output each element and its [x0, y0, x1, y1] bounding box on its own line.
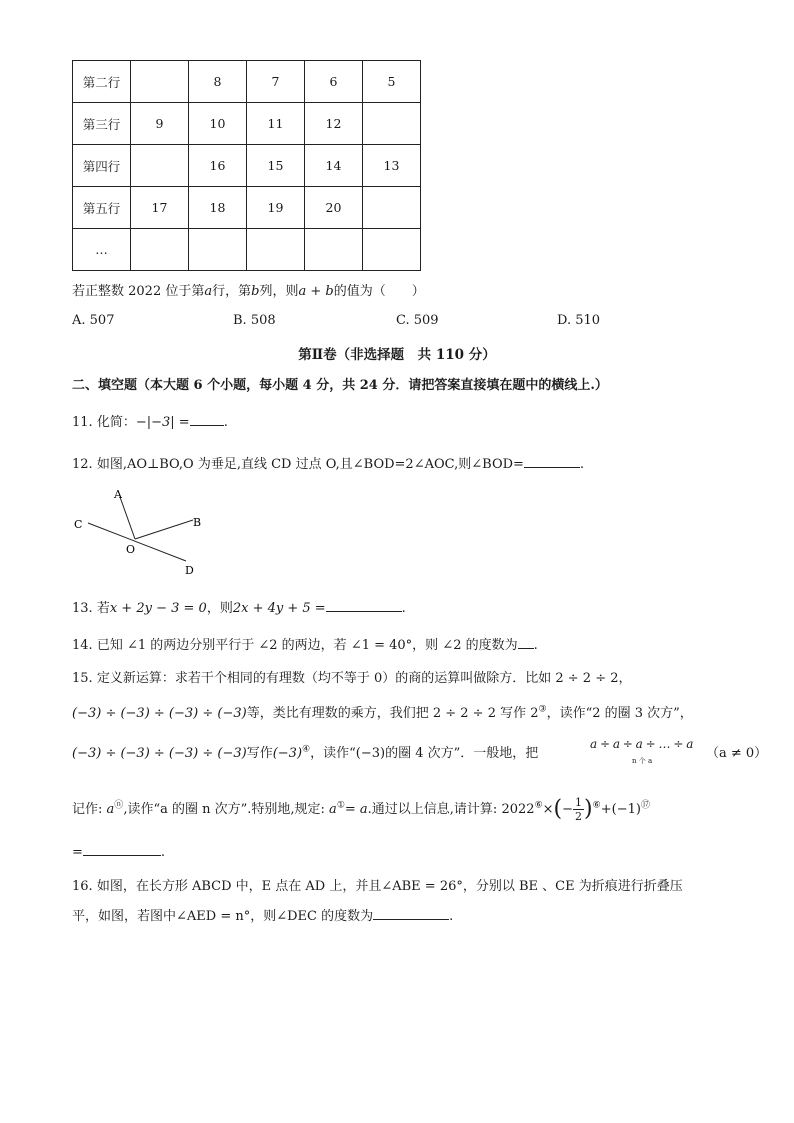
table-cell: 8 — [189, 61, 247, 103]
q10-option-d[interactable]: D. 510 — [557, 313, 601, 328]
table-row — [73, 187, 421, 229]
table-cell: 10 — [189, 103, 247, 145]
row-label: … — [73, 229, 131, 271]
q12-answer-blank[interactable] — [524, 455, 580, 468]
table-cell — [363, 187, 421, 229]
q12: 12. 如图,AO⊥BO,O 为垂足,直线 CD 过点 O,且∠BOD=2∠AOC,则∠BOD= . — [72, 457, 585, 472]
q14-answer-blank[interactable] — [518, 636, 534, 649]
table-cell — [305, 229, 363, 271]
table-row — [73, 103, 421, 145]
row-label: 第二行 — [73, 61, 131, 103]
table-cell — [363, 103, 421, 145]
q15-fraction: $\frac{1}{2}$ — [575, 796, 583, 823]
ray-oa — [120, 497, 135, 539]
q13-answer-blank[interactable] — [326, 599, 402, 612]
table-cell: 13 — [363, 145, 421, 187]
q15-condition: （a ≠ 0） — [706, 746, 768, 761]
table-cell: 20 — [305, 187, 363, 229]
q16-line-2: 平，如图，若图中∠AED = n°，则∠DEC 的度数为 . — [72, 909, 454, 924]
table-cell: 11 — [247, 103, 305, 145]
q16-line-1: 16. 如图，在长方形 ABCD 中，E 点在 AD 上，并且∠ABE = 26°，分别以 BE 、CE 为折痕进行折叠压 — [72, 879, 683, 894]
table-cell — [131, 61, 189, 103]
number-arrangement-table — [72, 60, 421, 271]
q15-underbrace-label: n 个 a — [632, 757, 653, 765]
table-cell: 12 — [305, 103, 363, 145]
table-cell — [131, 229, 189, 271]
label-c: C — [74, 518, 83, 531]
q10-option-b[interactable]: B. 508 — [233, 313, 276, 328]
label-b: B — [193, 516, 202, 529]
table-cell: 18 — [189, 187, 247, 229]
q10-option-c[interactable]: C. 509 — [396, 313, 439, 328]
table-cell: 9 — [131, 103, 189, 145]
table-cell — [131, 145, 189, 187]
table-cell: 15 — [247, 145, 305, 187]
q15-line-1: 15. 定义新运算：求若干个相同的有理数（均不等于 0）的商的运算叫做除方．比如 2 ÷ 2 ÷ 2， — [72, 671, 632, 686]
q16-answer-blank[interactable] — [373, 907, 449, 920]
q15-division-chain: a ÷ a ÷ a ÷ … ÷ a — [590, 737, 693, 751]
table-cell: 6 — [305, 61, 363, 103]
table-cell — [363, 229, 421, 271]
row-label: 第四行 — [73, 145, 131, 187]
table-cell: 17 — [131, 187, 189, 229]
table-cell: 7 — [247, 61, 305, 103]
q10-stem: 若正整数 2022 位于第a行，第b列，则a + b的值为（ ） — [72, 284, 425, 299]
q11: 11. 化简：−|−3| = . — [72, 415, 228, 430]
table-cell: 14 — [305, 145, 363, 187]
table-cell: 5 — [363, 61, 421, 103]
table-cell — [247, 229, 305, 271]
table-row — [73, 229, 421, 271]
label-d: D — [185, 564, 194, 577]
table-cell: 19 — [247, 187, 305, 229]
table-row — [73, 61, 421, 103]
q13: 13. 若x + 2y − 3 = 0，则2x + 4y + 5 = . — [72, 601, 406, 616]
table-cell: 16 — [189, 145, 247, 187]
ray-ob — [135, 520, 193, 539]
section-2-title: 二、填空题（本大题 6 个小题，每小题 4 分，共 24 分．请把答案直接填在题中的横线上.） — [72, 378, 608, 393]
q15-line-5: = . — [72, 845, 166, 860]
q15-line-4: 记作: aⓝ,读作“a 的圈 n 次方”.特别地,规定: a①= a.通过以上信息,请计算: 2022⑥×(− $\frac{1}{2}$ )⑥+(−1)⑰ — [72, 796, 650, 823]
row-label: 第三行 — [73, 103, 131, 145]
q15-line-2: (−3) ÷ (−3) ÷ (−3) ÷ (−3)等，类比有理数的乘方，我们把 2 ÷ 2 ÷ 2 写作 2③，读作“2 的圈 3 次方”， — [72, 704, 693, 721]
q10-option-a[interactable]: A. 507 — [72, 313, 115, 328]
part-2-title: 第Ⅱ卷（非选择题 共 110 分） — [298, 347, 496, 363]
row-label: 第五行 — [73, 187, 131, 229]
q11-answer-blank[interactable] — [190, 413, 224, 426]
q15-line-3: (−3) ÷ (−3) ÷ (−3) ÷ (−3)写作(−3)④，读作“(−3)的圈 4 次方”．一般地，把 — [72, 744, 539, 761]
label-a: A — [114, 488, 122, 501]
table-row — [73, 145, 421, 187]
label-o: O — [126, 543, 136, 556]
q14: 14. 已知 ∠1 的两边分别平行于 ∠2 的两边，若 ∠1 = 40°，则 ∠2 的度数为 . — [72, 638, 538, 653]
line-cd — [88, 523, 186, 561]
q15-answer-blank[interactable] — [83, 843, 161, 856]
table-cell — [189, 229, 247, 271]
q12-figure — [68, 484, 218, 580]
